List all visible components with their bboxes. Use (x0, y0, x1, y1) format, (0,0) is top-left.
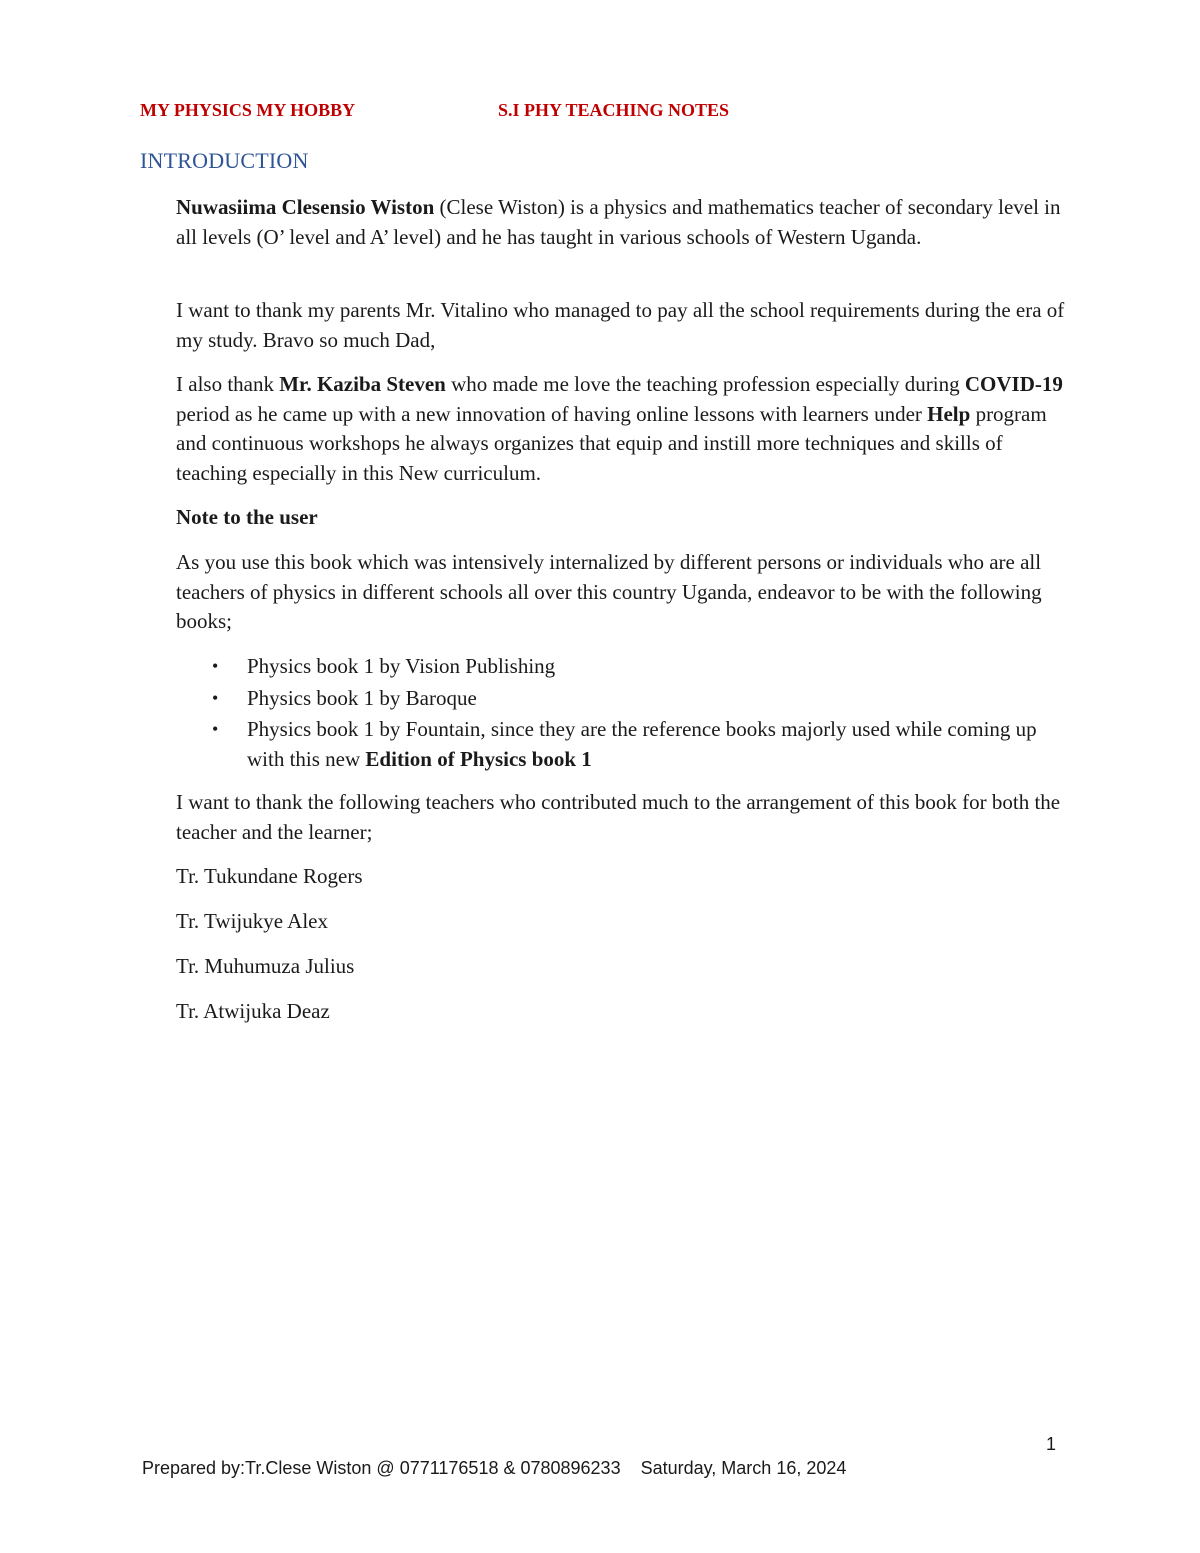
page-header (140, 100, 730, 121)
bullet-icon: • (212, 656, 219, 676)
header-right-title: S.I PHY TEACHING NOTES (498, 100, 730, 120)
book-edition-label: Edition of Physics book 1 (365, 746, 592, 771)
covid-label: COVID-19 (964, 372, 1063, 396)
teacher-name: Tr. Atwijuka Deaz (176, 999, 330, 1023)
book-item-2: Physics book 1 by Baroque (247, 685, 477, 710)
intro-text: (Clese Wiston) is a physics and mathematics teacher of secondary level in all levels (O’ level and A’ level) and he has taught in various schools of Western Uganda. (176, 195, 1061, 249)
list-item (212, 684, 1062, 714)
footer-date: Saturday, March 16, 2024 (640, 1458, 847, 1478)
thanks-kaziba-text-4: program and continuous workshops he always organizes that equip and instill more techniques and skills of teaching especially in this New curriculum. (176, 401, 1047, 485)
help-program-label: Help (927, 401, 971, 426)
bullet-icon: • (212, 719, 219, 739)
book-item-3: Physics book 1 by Fountain, since they are the reference books majorly used while coming up with this new (247, 717, 1037, 771)
page-number: 1 (1046, 1434, 1057, 1454)
author-name: Nuwasiima Clesensio Wiston (176, 195, 435, 219)
footer-prepared-by: Prepared by:Tr.Clese Wiston @ 0771176518 & 0780896233 (142, 1458, 621, 1478)
thanks-teachers-paragraph: I want to thank the following teachers who contributed much to the arrangement of this book for both the teacher and the learner; (176, 790, 1061, 844)
teacher-name: Tr. Twijukye Alex (176, 909, 328, 933)
list-item (212, 715, 1062, 774)
thanks-parents-paragraph: I want to thank my parents Mr. Vitalino who managed to pay all the school requirements during the era of my study. Bravo so much Dad, (176, 298, 1065, 352)
thanks-kaziba-paragraph (176, 370, 1076, 488)
thanks-kaziba-text-3: period as he came up with a new innovation of having online lessons with learners under (176, 401, 928, 426)
bullet-icon: • (212, 687, 219, 708)
page-footer (142, 1458, 846, 1479)
thanks-kaziba-text-2: who made me love the teaching profession especially during (445, 372, 965, 396)
section-title: INTRODUCTION (140, 148, 309, 173)
teacher-name: Tr. Muhumuza Julius (176, 954, 355, 978)
list-item (212, 652, 1062, 682)
book-item-1: Physics book 1 by Vision Publishing (247, 654, 556, 678)
intro-paragraph (176, 193, 1076, 252)
header-left-title: MY PHYSICS MY HOBBY (140, 100, 356, 120)
note-paragraph: As you use this book which was intensively internalized by different persons or individuals who are all teachers of physics in different schools all over this country Uganda, endeavor to be with the following books; (176, 550, 1042, 633)
teacher-name: Tr. Tukundane Rogers (176, 864, 363, 888)
books-list (212, 652, 1062, 776)
kaziba-name: Mr. Kaziba Steven (279, 372, 446, 396)
thanks-kaziba-text-1: I also thank (176, 372, 280, 396)
note-heading: Note to the user (176, 505, 318, 529)
